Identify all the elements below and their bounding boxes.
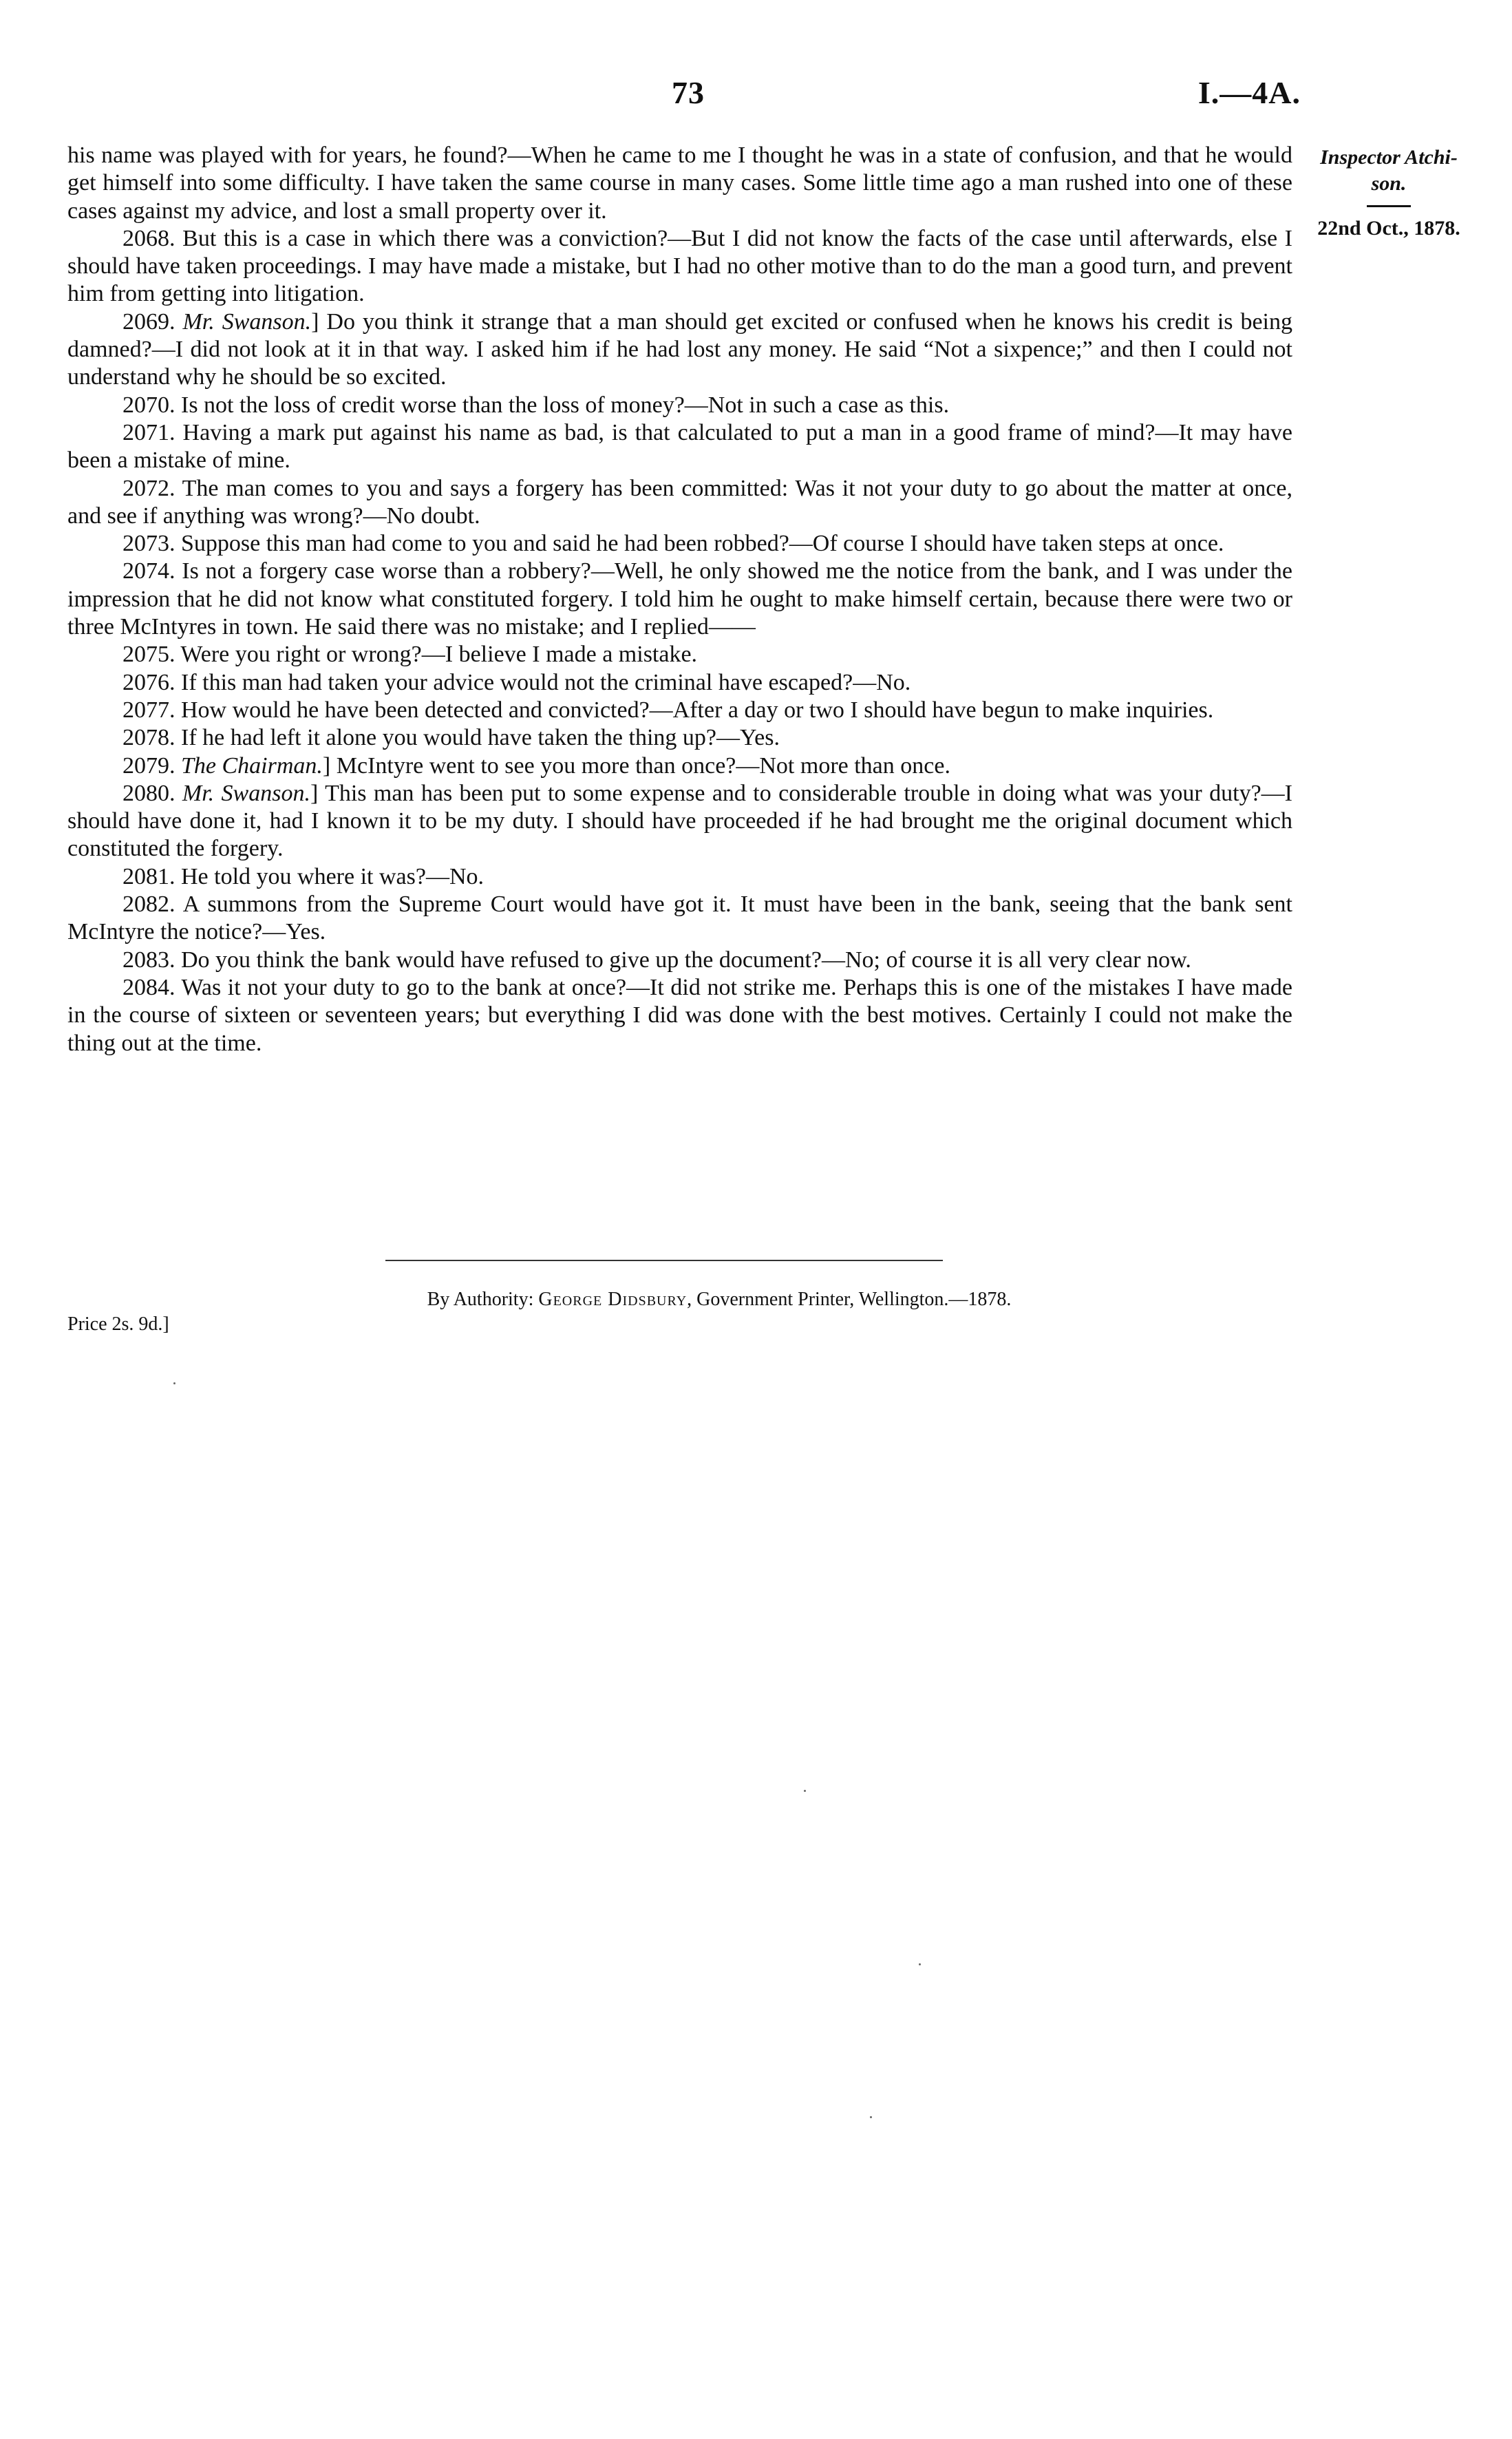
scan-speck xyxy=(804,1790,806,1792)
paragraph-text: his name was played with for years, he found?—When he came to me I thought he was in a state of confusion, and that he would get himself into some difficulty. I have taken the same course in many cases. Some little time ago a man rushed into one of these cases against my advice, and lost a small property over it. xyxy=(67,142,1292,224)
question-number: 2075. xyxy=(123,642,175,668)
speaker-name: The Chairman. xyxy=(181,752,323,779)
question-paragraph xyxy=(67,863,1292,891)
question-paragraph xyxy=(67,530,1292,558)
question-number: 2083. xyxy=(123,947,175,973)
question-number: 2084. xyxy=(123,974,175,1000)
question-paragraph xyxy=(67,225,1292,308)
paragraph-text: Is not a forgery case worse than a robbery?—Well, he only showed me the notice from the bank, and I was under the impression that he did not know what constituted forgery. I told him he ought to make himself certain, because there were two or three McIntyres in town. He said there was no mistake; and I replied—— xyxy=(67,558,1293,640)
paragraph-text: Were you right or wrong?—I believe I made a mistake. xyxy=(180,642,698,668)
margin-note xyxy=(1299,145,1478,242)
continued-paragraph xyxy=(67,142,1292,225)
price-note: Price 2s. 9d.] xyxy=(67,1313,169,1335)
speaker-name: Mr. Swanson. xyxy=(182,780,310,806)
paragraph-text: McIntyre went to see you more than once?—Not more than once. xyxy=(336,752,950,779)
margin-witness-name-line1: Inspector Atchi- xyxy=(1320,146,1458,169)
page-number: 73 xyxy=(672,75,705,110)
evidence-body xyxy=(67,142,1292,1057)
question-number: 2072. xyxy=(123,475,175,501)
paragraph-text: This man has been put to some expense and to considerable trouble in doing what was your duty?—I should have done it, had I known it to be my duty. I should have proceeded if he had brought me the original document which constituted the forgery. xyxy=(67,780,1293,862)
margin-witness-name-line2: son. xyxy=(1371,172,1407,195)
question-number: 2082. xyxy=(123,891,175,918)
margin-divider xyxy=(1367,205,1411,207)
paragraph-text: Do you think the bank would have refused to give up the document?—No; of course it is all very clear now. xyxy=(181,947,1191,973)
question-paragraph: 2080. Mr. Swanson.] This man has been put to some expense and to considerable trouble in doing what was your duty?—I should have done it, had I known it to be my duty. I should have proceeded if he had brought me the original document which constituted the forgery. xyxy=(67,780,1293,862)
question-number: 2076. xyxy=(123,669,175,695)
question-paragraph xyxy=(67,669,1292,697)
question-paragraph: 2069. Mr. Swanson.] Do you think it strange that a man should get excited or confused when he knows his credit is being damned?—I did not look at it in that way. I asked him if he had lost any money. He said “Not a sixpence;” and then I could not understand why he should be so excited. xyxy=(67,308,1292,390)
imprint-suffix: , Government Printer, Wellington.—1878. xyxy=(687,1289,1012,1310)
question-paragraph xyxy=(67,891,1292,947)
question-number: 2078. xyxy=(123,725,175,751)
imprint-prefix: By Authority: xyxy=(427,1289,534,1310)
speaker-name: Mr. Swanson. xyxy=(182,308,312,335)
question-paragraph xyxy=(67,475,1292,531)
question-number: 2080. xyxy=(123,780,175,806)
footer-divider xyxy=(385,1260,943,1261)
paragraph-text: But this is a case in which there was a conviction?—But I did not know the facts of the case until afterwards, else I should have taken proceedings. I may have made a mistake, but I had no other motive than to do the man a good turn, and prevent him from getting into litigation. xyxy=(67,225,1293,307)
paragraph-text: Is not the loss of credit worse than the loss of money?—Not in such a case as this. xyxy=(181,392,950,418)
question-paragraph xyxy=(67,974,1292,1057)
question-number: 2068. xyxy=(123,225,175,251)
question-number: 2074. xyxy=(123,558,175,584)
question-number: 2071. xyxy=(123,419,175,445)
question-paragraph xyxy=(67,947,1292,974)
question-paragraph xyxy=(67,558,1292,641)
paragraph-text: The man comes to you and says a forgery has been committed: Was it not your duty to go about the matter at once, and see if anything was wrong?—No doubt. xyxy=(67,475,1292,529)
paragraph-text: If he had left it alone you would have taken the thing up?—Yes. xyxy=(181,725,780,751)
paragraph-text: A summons from the Supreme Court would have got it. It must have been in the bank, seeing that the bank sent McIntyre the notice?—Yes. xyxy=(67,891,1292,945)
question-paragraph xyxy=(67,724,1292,752)
question-paragraph xyxy=(67,419,1292,475)
question-paragraph: 2079. The Chairman.] McIntyre went to see you more than once?—Not more than once. xyxy=(123,752,950,779)
printer-imprint xyxy=(289,1289,1149,1311)
paragraph-text: Suppose this man had come to you and said he had been robbed?—Of course I should have taken steps at once. xyxy=(181,531,1224,557)
scan-speck xyxy=(919,1963,921,1965)
margin-date: 22nd Oct., 1878. xyxy=(1317,217,1460,240)
scan-speck xyxy=(870,2116,872,2118)
question-number: 2070. xyxy=(123,392,175,418)
paragraph-text: If this man had taken your advice would not the criminal have escaped?—No. xyxy=(181,669,911,695)
question-number: 2081. xyxy=(123,863,175,889)
paragraph-text: How would he have been detected and convicted?—After a day or two I should have begun to make inquiries. xyxy=(181,697,1214,723)
question-paragraph xyxy=(67,392,1292,419)
question-number: 2077. xyxy=(123,697,175,723)
question-paragraph xyxy=(67,641,1292,668)
question-paragraph xyxy=(67,697,1292,724)
paragraph-text: Do you think it strange that a man should get excited or confused when he knows his credit is being damned?—I did not look at it in that way. I asked him if he had lost any money. He said “Not a sixpence;” and then I could not understand why he should be so excited. xyxy=(67,308,1292,390)
paragraph-text: Was it not your duty to go to the bank at once?—It did not strike me. Perhaps this is one of the mistakes I have made in the course of sixteen or seventeen years; but everything I did was done with the best motives. Certainly I could not make the thing out at the time. xyxy=(67,974,1293,1056)
paragraph-text: He told you where it was?—No. xyxy=(181,863,485,889)
scan-speck xyxy=(173,1382,175,1384)
paragraph-text: Having a mark put against his name as bad, is that calculated to put a man in a good frame of mind?—It may have been a mistake of mine. xyxy=(67,419,1293,474)
document-reference: I.—4A. xyxy=(1197,75,1301,110)
question-number: 2079. xyxy=(123,752,175,779)
question-number: 2069. xyxy=(123,308,175,335)
printer-name: George Didsbury xyxy=(538,1289,688,1310)
question-number: 2073. xyxy=(123,531,175,557)
